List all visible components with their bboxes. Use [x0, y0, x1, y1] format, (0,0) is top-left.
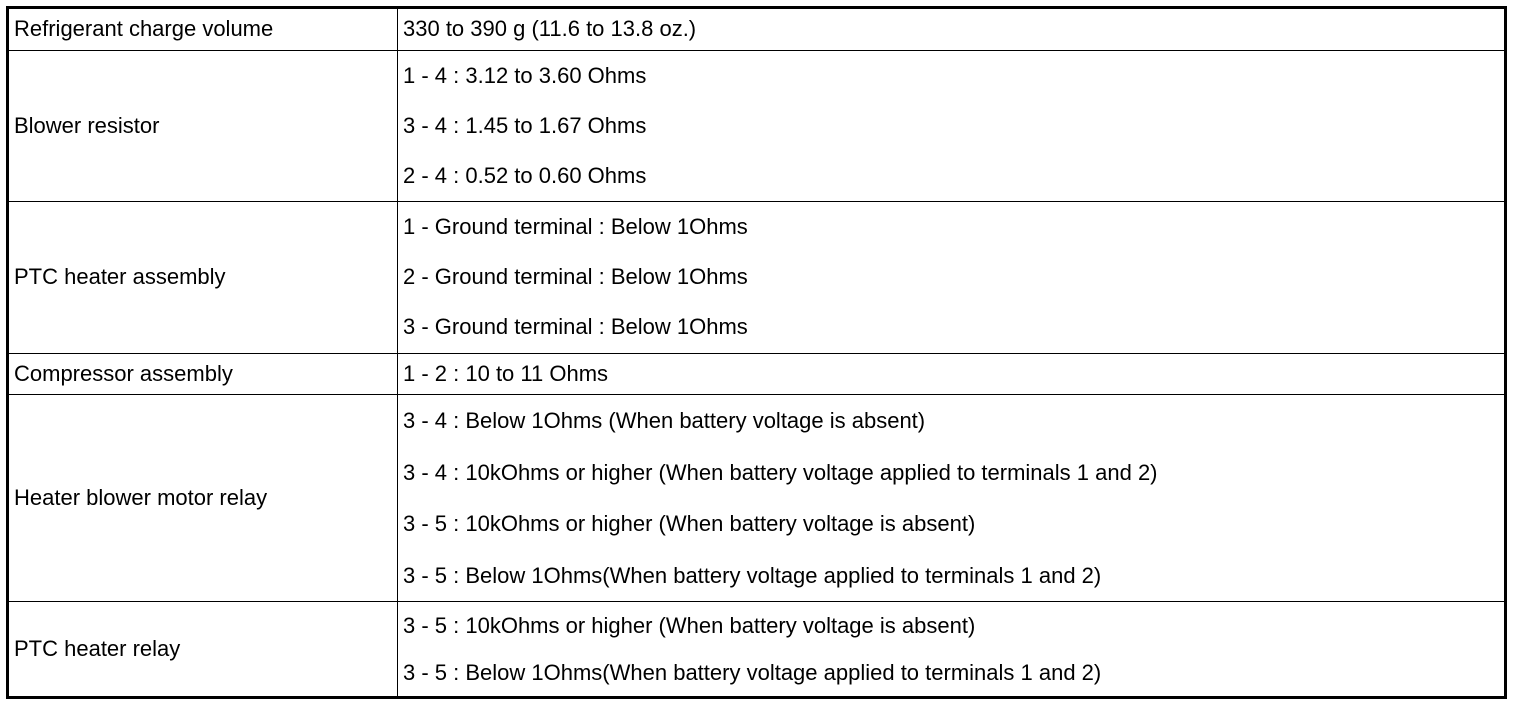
value-line: 330 to 390 g (11.6 to 13.8 oz.) — [403, 16, 697, 42]
row-label: Heater blower motor relay — [9, 395, 398, 601]
table-row-refrigerant-charge — [9, 9, 1504, 51]
row-label: Blower resistor — [9, 51, 398, 201]
row-values — [398, 9, 1504, 50]
row-label: Compressor assembly — [9, 354, 398, 395]
value-line: 3 - 5 : Below 1Ohms(When battery voltage applied to terminals 1 and 2) — [403, 562, 1102, 588]
value-line: 3 - 5 : Below 1Ohms(When battery voltage applied to terminals 1 and 2) — [403, 659, 1102, 685]
table-row-ptc-heater-assembly — [9, 202, 1504, 353]
table-row-heater-blower-motor-relay — [9, 395, 1504, 602]
value-line: 2 - Ground terminal : Below 1Ohms — [403, 264, 748, 290]
row-values — [398, 51, 1504, 201]
row-values — [398, 395, 1504, 601]
value-line: 3 - 4 : Below 1Ohms (When battery voltage is absent) — [403, 408, 926, 434]
row-values — [398, 602, 1504, 696]
specification-table — [6, 6, 1507, 699]
table-row-blower-resistor — [9, 51, 1504, 202]
value-line: 2 - 4 : 0.52 to 0.60 Ohms — [403, 163, 647, 189]
value-line: 3 - 5 : 10kOhms or higher (When battery voltage is absent) — [403, 511, 976, 537]
value-line: 3 - 4 : 1.45 to 1.67 Ohms — [403, 112, 647, 138]
value-line: 3 - 4 : 10kOhms or higher (When battery voltage applied to terminals 1 and 2) — [403, 459, 1158, 485]
table-row-ptc-heater-relay — [9, 602, 1504, 696]
row-values — [398, 202, 1504, 352]
row-label: PTC heater relay — [9, 602, 398, 696]
table-row-compressor-assembly — [9, 354, 1504, 396]
value-line: 3 - 5 : 10kOhms or higher (When battery voltage is absent) — [403, 612, 976, 638]
value-line: 1 - 2 : 10 to 11 Ohms — [403, 360, 609, 386]
row-values — [398, 354, 1504, 395]
value-line: 1 - Ground terminal : Below 1Ohms — [403, 214, 748, 240]
value-line: 3 - Ground terminal : Below 1Ohms — [403, 314, 748, 340]
row-label: Refrigerant charge volume — [9, 9, 398, 50]
value-line: 1 - 4 : 3.12 to 3.60 Ohms — [403, 62, 647, 88]
row-label: PTC heater assembly — [9, 202, 398, 352]
